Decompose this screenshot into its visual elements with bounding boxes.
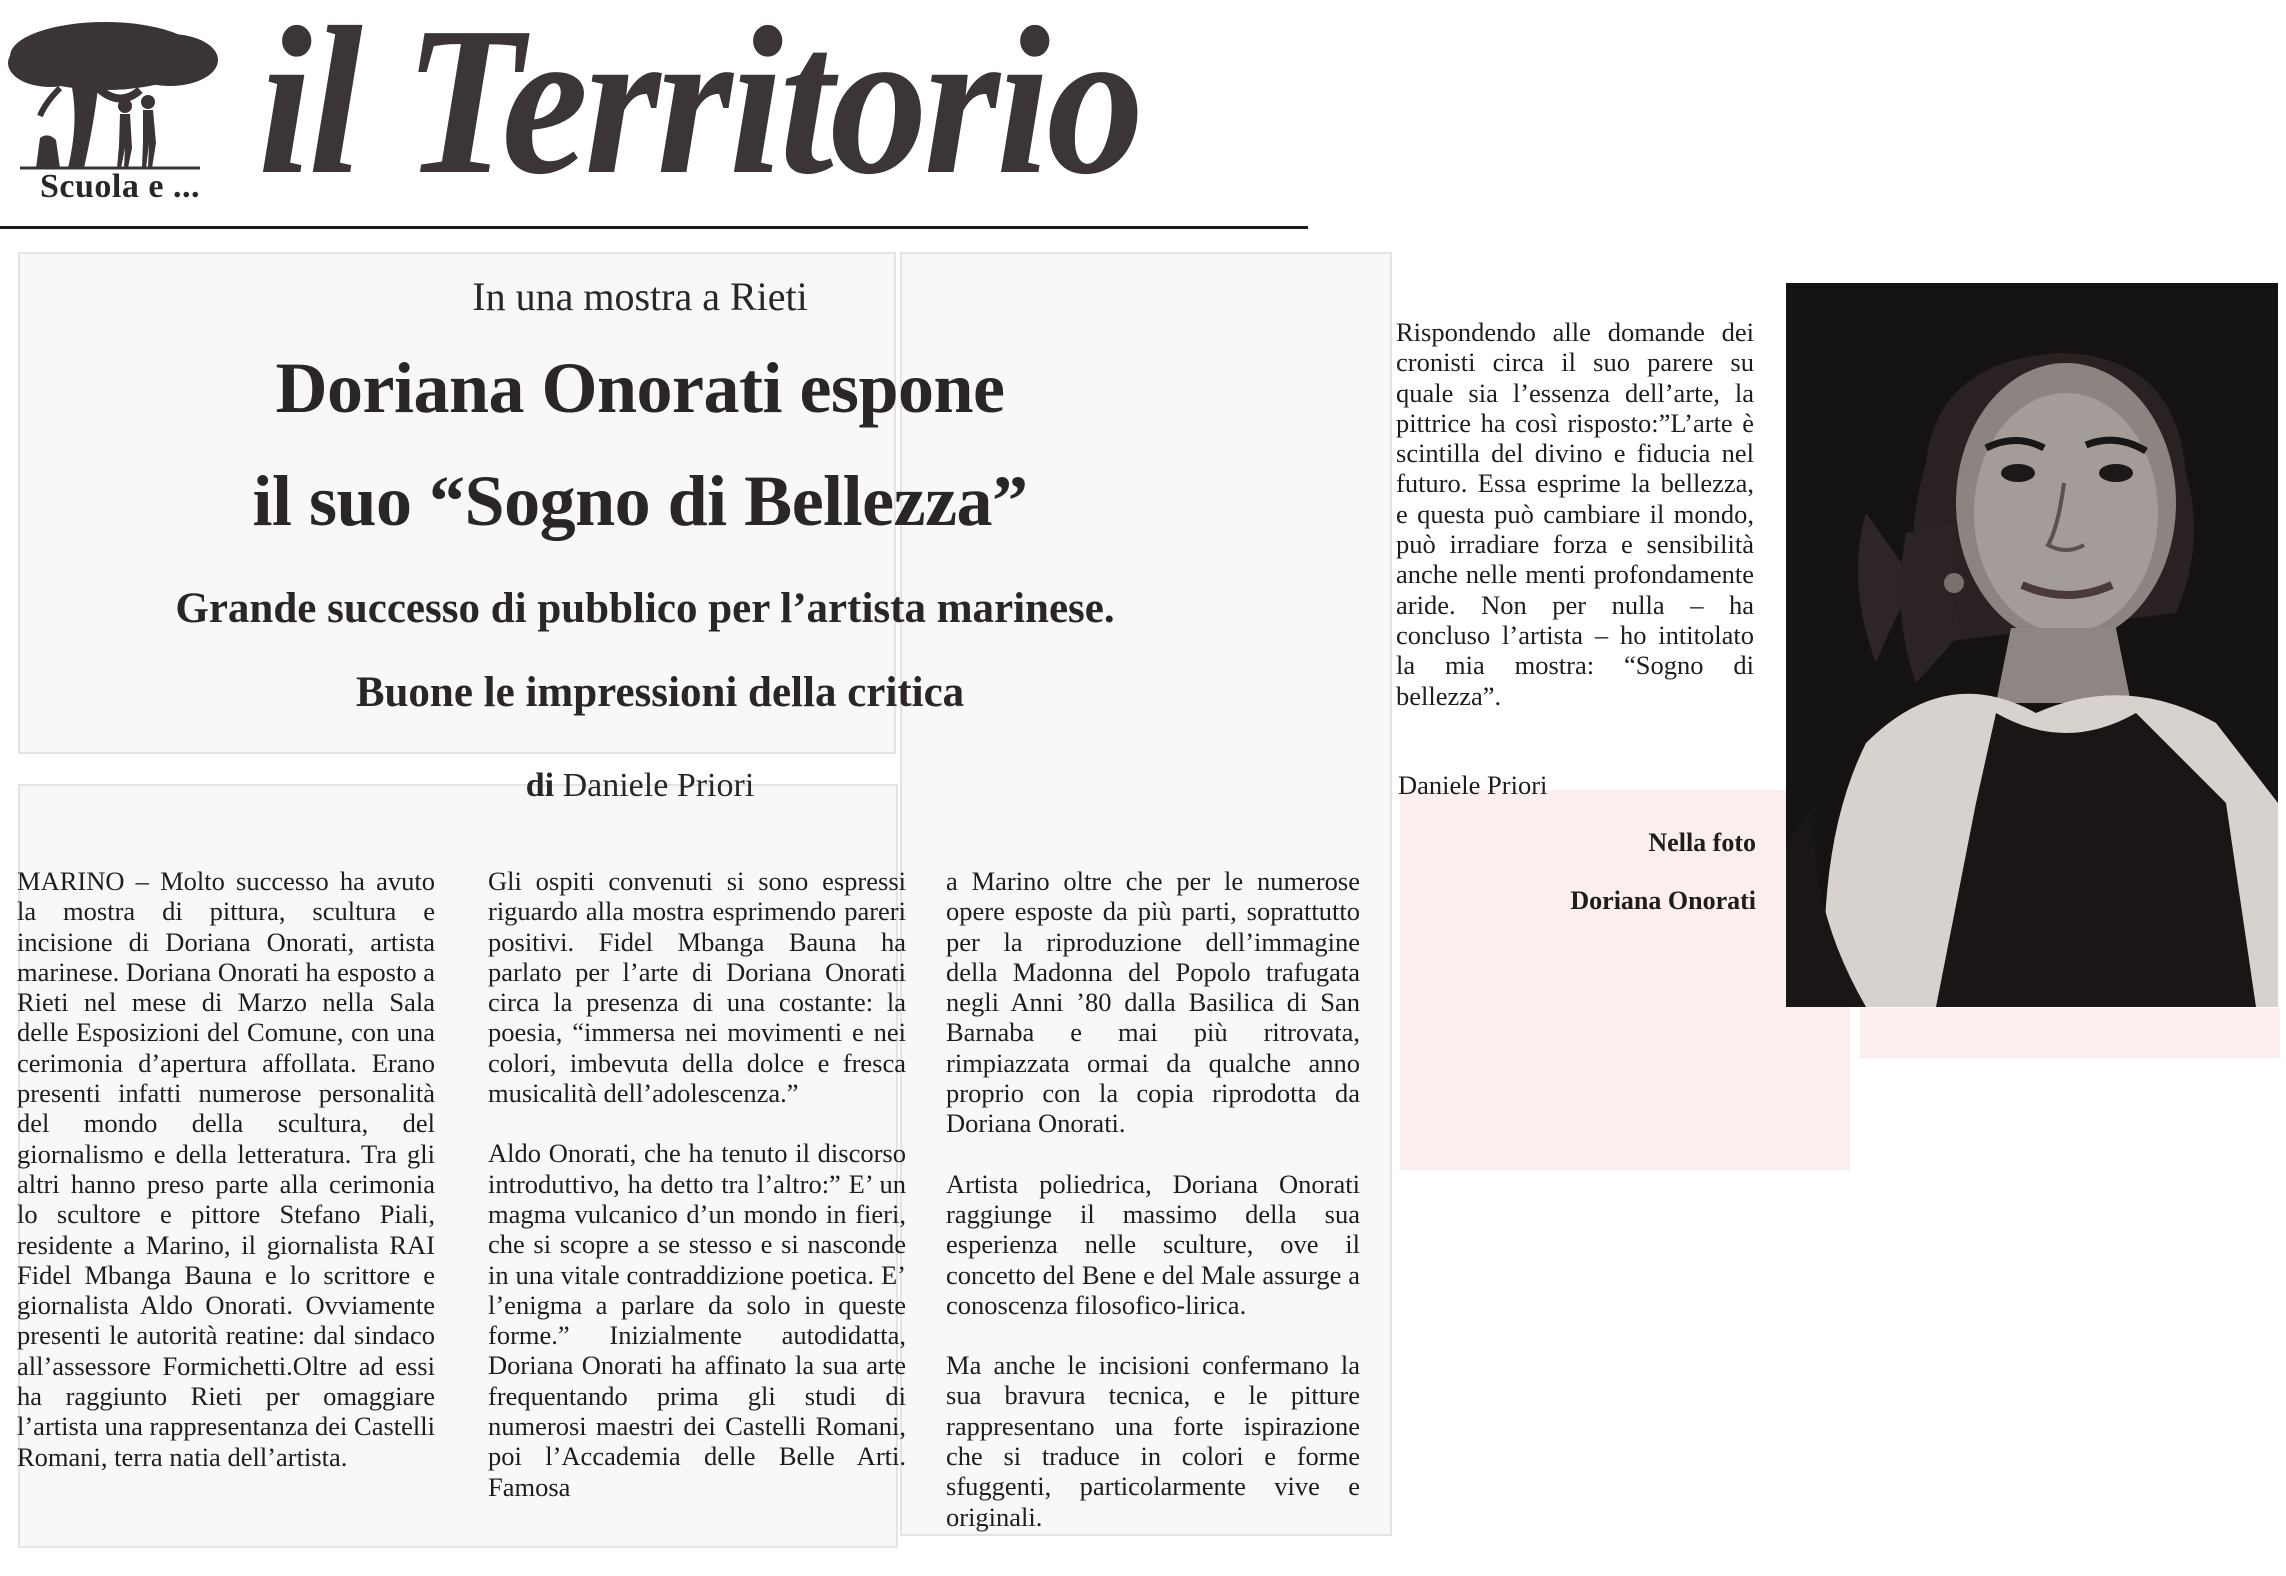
headline-line-2: il suo “Sogno di Bellezza” xyxy=(252,461,1028,541)
byline-author: Daniele Priori xyxy=(562,767,755,804)
article-column-3 xyxy=(946,866,1360,1532)
sidebar-quote: Rispondendo alle domande dei cronisti circa il suo parere su quale sia l’essenza dell’arte, la pittrice ha così risposto:”L’arte è scintilla del divino e fiducia nel futuro. Essa esprime la bellezza, e questa può cambiare il mondo, può irradiare forza e sensibilità anche nelle menti profondamente aride. Non per nulla – ha concluso l’artista – ho intitolato la mia mostra: “Sogno di bellezza”. xyxy=(1396,317,1754,711)
byline xyxy=(400,767,880,805)
subheadline-line-1: Grande successo di pubblico per l’artista marinese. xyxy=(175,585,1115,632)
article-paragraph: MARINO – Molto successo ha avuto la mostra di pittura, scultura e incisione di Doriana Onorati, artista marinese. Doriana Onorati ha esposto a Rieti nel mese di Marzo nella Sala delle Esposizioni del Comune, con una cerimonia d’apertura affollata. Erano presenti infatti numerose personalità del mondo della scultura, del giornalismo e della letteratura. Tra gli altri hanno preso parte alla cerimonia lo scultore e pittore Stefano Piali, residente a Marino, il giornalista RAI Fidel Mbanga Bauna e lo scrittore e giornalista Aldo Onorati. Ovviamente presenti le autorità reatine: dal sindaco all’assessore Formichetti.Oltre ad essi ha raggiunto Rieti per omaggiare l’artista una rappresentanza dei Castelli Romani, terra natia dell’artista. xyxy=(17,866,435,1472)
headline-line-1: Doriana Onorati espone xyxy=(275,348,1005,428)
photo-caption-label: Nella foto xyxy=(1648,828,1756,857)
sidebar-signature: Daniele Priori xyxy=(1398,770,1548,800)
subheadline-line-2: Buone le impressioni della critica xyxy=(355,669,965,716)
portrait-photo xyxy=(1786,283,2278,1007)
article-paragraph: a Marino oltre che per le numerose opere esposte da più parti, soprattutto per la riproduzione dell’immagine della Madonna del Popolo trafugata negli Anni ’80 dalla Basilica di San Barnaba e mai più ritrovata, rimpiazzata ormai da qualche anno proprio con la copia riprodotta da Doriana Onorati. xyxy=(946,866,1360,1139)
photo-caption-name: Doriana Onorati xyxy=(1570,886,1756,915)
byline-prefix: di xyxy=(525,767,555,804)
masthead-title: il Territorio xyxy=(258,0,1141,218)
masthead xyxy=(0,0,1308,232)
article-paragraph: Artista poliedrica, Doriana Onorati raggiunge il massimo della sua esperienza nelle sculture, ove il concetto del Bene e del Male assurge a conoscenza filosofico-lirica. xyxy=(946,1168,1360,1320)
masthead-subtitle: Scuola e ... xyxy=(40,168,200,205)
article-paragraph: Aldo Onorati, che ha tenuto il discorso introduttivo, ha detto tra l’altro:” E’ un magma vulcanico d’un mondo in fieri, che si scopre a se stesso e si nasconde in una vitale contraddizione poetica. E’ l’enigma a parlare da solo in queste forme.” Inizialmente autodidatta, Doriana Onorati ha affinato la sua arte frequentando prima gli studi di numerosi maestri dei Castelli Romani, poi l’Accademia delle Belle Arti. Famosa xyxy=(488,1138,906,1502)
masthead-rule xyxy=(0,226,1308,229)
article-paragraph: Gli ospiti convenuti si sono espressi riguardo alla mostra esprimendo pareri positivi. Fidel Mbanga Bauna ha parlato per l’arte di Doriana Onorati circa la presenza di una costante: la poesia, “immersa nei movimenti e nei colori, imbevuta della dolce e fresca musicalità dell’adolescenza.” xyxy=(488,866,906,1109)
article-column-1 xyxy=(17,866,435,1472)
article-paragraph: Ma anche le incisioni confermano la sua bravura tecnica, e le pitture rappresentano una forte ispirazione che si traduce in colori e forme sfuggenti, particolarmente vive e originali. xyxy=(946,1350,1360,1532)
article-column-2 xyxy=(488,866,906,1502)
article-kicker: In una mostra a Rieti xyxy=(472,274,808,319)
background-ghost-box xyxy=(1860,1008,2280,1058)
portrait-image xyxy=(1786,283,2278,1007)
